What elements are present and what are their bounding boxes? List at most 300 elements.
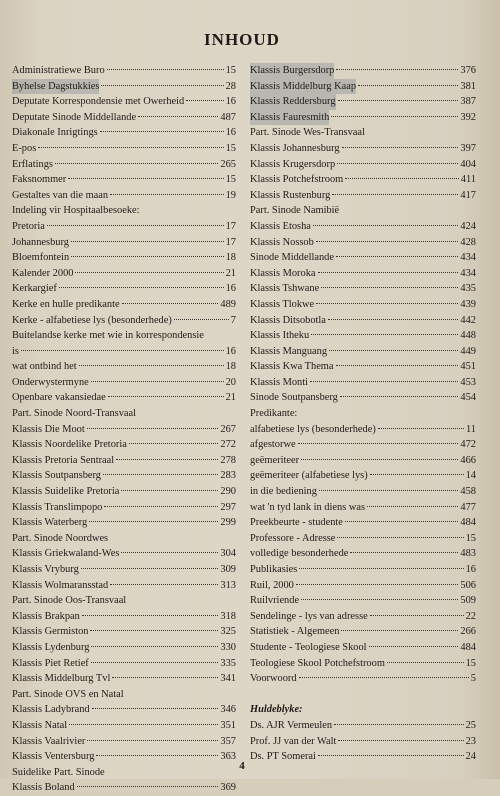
toc-entry-label: Buitelandse kerke met wie in korrespondensie: [12, 330, 204, 342]
toc-entry-label: Diakonale Inrigtings: [12, 127, 98, 139]
toc-entry: [12, 266, 236, 282]
toc-entry-label: Johannesburg: [12, 236, 69, 248]
dot-leader: [21, 350, 224, 351]
toc-entry-label: Part. Sinode Noord-Transvaal: [12, 408, 137, 420]
toc-entry-label: Klassis Piet Retief: [12, 657, 89, 669]
toc-entry-page: 451: [460, 361, 476, 373]
toc-entry-page: 23: [465, 735, 476, 747]
toc-entry-label: Klassis Fauresmith: [250, 110, 329, 126]
toc-entry-page: 313: [220, 579, 236, 591]
toc-entry-label: Klassis Ventersburg: [12, 751, 95, 763]
toc-entry: [12, 141, 236, 157]
toc-entry-label: Studente - Teologiese Skool: [250, 641, 367, 653]
toc-entry-label: Klassis Griekwaland-Wes: [12, 548, 120, 560]
dot-leader: [301, 459, 458, 460]
toc-entry-label: Klassis Germiston: [12, 626, 89, 638]
dot-leader: [129, 443, 219, 444]
dot-leader: [345, 178, 459, 179]
toc-entry-label: Deputate Korrespondensie met Owerheid: [12, 96, 185, 108]
toc-entry-page: 15: [225, 65, 236, 76]
toc-entry-label: Kalender 2000: [12, 267, 74, 279]
toc-entry-label: Klassis Nossob: [250, 236, 314, 248]
dot-leader: [334, 724, 464, 725]
toc-entry-page: 424: [460, 220, 476, 232]
dot-leader: [121, 490, 218, 491]
toc-entry: [250, 437, 476, 453]
toc-entry: [250, 593, 476, 609]
page-number: 4: [239, 760, 245, 772]
toc-entry: [250, 671, 476, 687]
toc-entry: [12, 546, 236, 562]
toc-entry: [250, 578, 476, 594]
spacer: [250, 687, 476, 703]
toc-entry-page: 15: [465, 532, 476, 544]
toc-entry: [250, 515, 476, 531]
dot-leader: [69, 724, 218, 725]
toc-entry-page: 417: [460, 189, 476, 201]
toc-entry-label: Professore - Adresse: [250, 532, 336, 544]
dot-leader: [378, 428, 464, 429]
toc-entry-page: 357: [220, 735, 236, 747]
toc-entry-label: Sinode Soutpansberg: [250, 392, 338, 404]
toc-entry-label: Klassis Etosha: [250, 220, 311, 232]
dot-leader: [296, 584, 459, 585]
toc-entry: [12, 344, 236, 360]
toc-entry-label: Klassis Johannesburg: [250, 142, 340, 154]
toc-entry-label: Deputate Sinode Middellande: [12, 111, 137, 123]
toc-entry-label: Ds. AJR Vermeulen: [250, 719, 333, 731]
toc-entry-page: 7: [230, 314, 236, 326]
toc-entry-page: 484: [460, 641, 476, 653]
toc-entry-label: is: [12, 345, 19, 357]
dot-leader: [68, 178, 223, 179]
dot-leader: [116, 459, 218, 460]
toc-entry-label: Klassis Translimpopo: [12, 501, 103, 513]
toc-entry-label: Ds. PT Somerai: [250, 751, 316, 763]
toc-entry-page: 341: [220, 673, 236, 685]
dot-leader: [110, 584, 218, 585]
toc-entry: [12, 313, 236, 329]
dot-leader: [101, 85, 223, 86]
toc-entry-label: Part. Sinode Wes-Transvaal: [250, 127, 365, 139]
toc-entry-label: in die bediening: [250, 486, 317, 498]
toc-entry: [12, 94, 236, 110]
dot-leader: [298, 443, 459, 444]
toc-entry: [250, 219, 476, 235]
toc-entry: [250, 375, 476, 391]
toc-entry-label: Klassis Itheku: [250, 330, 310, 342]
dot-leader: [87, 740, 218, 741]
toc-entry: [250, 609, 476, 625]
toc-entry-label: Gestaltes van die maan: [12, 189, 109, 201]
toc-entry: [250, 266, 476, 282]
toc-heading: [12, 687, 236, 703]
dot-leader: [316, 241, 459, 242]
dot-leader: [138, 116, 218, 117]
toc-entry-label: Statistiek - Algemeen: [250, 626, 340, 638]
toc-entry-label: Klassis Waterberg: [12, 517, 88, 529]
toc-entry-label: Klassis Tlokwe: [250, 298, 315, 310]
dot-leader: [331, 116, 458, 117]
toc-entry: [250, 531, 476, 547]
dot-leader: [104, 506, 218, 507]
toc-entry-label: Ruilvriende: [250, 595, 300, 607]
toc-entry: [12, 609, 236, 625]
toc-entry-label: alfabetiese lys (besonderhede): [250, 423, 376, 435]
toc-entry: [250, 344, 476, 360]
toc-entry: [250, 468, 476, 484]
toc-entry-label: Onderwystermyne: [12, 376, 89, 388]
dot-leader: [328, 319, 458, 320]
dot-leader: [336, 256, 458, 257]
toc-entry-page: 24: [465, 751, 476, 763]
toc-entry-page: 28: [225, 80, 236, 92]
dot-leader: [71, 256, 223, 257]
dot-leader: [81, 568, 219, 569]
toc-entry-page: 16: [465, 564, 476, 575]
toc-entry-label: wat 'n tyd lank in diens was: [250, 501, 365, 513]
dot-leader: [367, 506, 458, 507]
toc-entry-label: geëmeriteer: [250, 454, 300, 466]
toc-entry-label: Part. Sinode Namibië: [250, 205, 340, 217]
toc-entry-label: Klassis Noordelike Pretoria: [12, 439, 127, 451]
dot-leader: [336, 69, 458, 70]
toc-entry: [250, 453, 476, 469]
dot-leader: [329, 350, 458, 351]
dot-leader: [340, 396, 459, 397]
toc-entry-label: Kerke - alfabetiese lys (besonderhede): [12, 314, 172, 326]
toc-entry: [250, 79, 476, 95]
toc-entry-label: wat ontbind het: [12, 361, 77, 373]
toc-entry-label: Klassis Vaalrivier: [12, 735, 86, 747]
toc-entry: [250, 390, 476, 406]
toc-entry: [250, 562, 476, 578]
dot-leader: [110, 194, 224, 195]
toc-entry-page: 11: [465, 423, 476, 435]
toc-heading: [250, 406, 476, 422]
toc-entry: [12, 437, 236, 453]
toc-entry-page: 25: [465, 719, 476, 731]
toc-entry-label: Kerke en hulle predikante: [12, 298, 120, 310]
toc-entry-label: Klassis Natal: [12, 719, 68, 731]
dot-leader: [338, 100, 459, 101]
toc-entry-page: 16: [225, 283, 236, 295]
toc-entry: [250, 624, 476, 640]
toc-entry-label: Klassis Middelburg Tvl: [12, 673, 111, 685]
dot-leader: [345, 521, 459, 522]
toc-entry-page: 439: [460, 298, 476, 310]
toc-entry-label: Klassis Ladybrand: [12, 704, 90, 716]
toc-entry: [250, 734, 476, 750]
toc-entry: [250, 546, 476, 562]
dot-leader: [122, 303, 219, 304]
toc-entry: [12, 188, 236, 204]
dot-leader: [316, 303, 458, 304]
toc-entry: [250, 157, 476, 173]
toc-entry-label: Klassis Krugersdorp: [250, 158, 336, 170]
dot-leader: [89, 521, 218, 522]
toc-entry: [250, 484, 476, 500]
toc-entry-page: 472: [460, 439, 476, 451]
toc-entry: [12, 110, 236, 126]
toc-entry: [12, 157, 236, 173]
toc-entry-page: 381: [460, 80, 476, 92]
toc-entry-page: 297: [220, 501, 236, 513]
toc-entry: [12, 359, 236, 375]
toc-entry: [250, 718, 476, 734]
toc-entry-page: 351: [220, 719, 236, 731]
toc-entry-page: 369: [220, 782, 236, 794]
toc-entry: [250, 172, 476, 188]
toc-entry-page: 376: [460, 65, 476, 76]
dot-leader: [186, 100, 223, 101]
toc-entry-label: Indeling vir Hospitaalbesoeke:: [12, 205, 140, 217]
toc-entry-page: 509: [460, 595, 476, 607]
dot-leader: [341, 630, 458, 631]
dot-leader: [87, 428, 219, 429]
toc-entry-label: Pretoria: [12, 220, 45, 232]
toc-entry-page: 18: [225, 361, 236, 373]
toc-entry-page: 392: [460, 111, 476, 123]
toc-entry-page: 428: [460, 236, 476, 248]
toc-entry-label: Klassis Tshwane: [250, 283, 320, 295]
dot-leader: [75, 272, 223, 273]
toc-entry-label: Klassis Brakpan: [12, 610, 80, 622]
toc-entry: [12, 578, 236, 594]
toc-entry: [250, 313, 476, 329]
toc-entry-page: 448: [460, 330, 476, 342]
toc-entry: [250, 94, 476, 110]
toc-entry: [12, 250, 236, 266]
toc-entry-label: Klassis Monti: [250, 376, 309, 388]
toc-entry-page: 19: [225, 189, 236, 201]
toc-entry-page: 434: [460, 252, 476, 264]
toc-entry-label: Klassis Moroka: [250, 267, 316, 279]
toc-entry-page: 309: [220, 564, 236, 575]
dot-leader: [319, 490, 458, 491]
toc-entry-page: 484: [460, 517, 476, 529]
toc-entry-page: 272: [220, 439, 236, 451]
toc-entry: [12, 453, 236, 469]
toc-entry: [250, 188, 476, 204]
toc-entry: [250, 328, 476, 344]
toc-entry-label: Part. Sinode Oos-Transvaal: [12, 595, 127, 607]
toc-heading: [12, 406, 236, 422]
toc-entry: [12, 422, 236, 438]
toc-entry: [12, 515, 236, 531]
toc-entry: [12, 624, 236, 640]
toc-entry-page: 299: [220, 517, 236, 529]
toc-entry-page: 15: [465, 657, 476, 669]
toc-entry: [12, 219, 236, 235]
dot-leader: [310, 381, 458, 382]
dot-leader: [96, 755, 218, 756]
toc-entry: [12, 390, 236, 406]
toc-entry-label: Klassis Soutpansberg: [12, 470, 101, 482]
toc-entry-page: 477: [460, 501, 476, 513]
dot-leader: [55, 163, 218, 164]
toc-entry-page: 15: [225, 142, 236, 154]
toc-entry-label: Klassis Pretoria Sentraal: [12, 454, 115, 466]
dot-leader: [387, 662, 464, 663]
dot-leader: [107, 69, 224, 70]
toc-entry-page: 278: [220, 454, 236, 466]
toc-entry-page: 267: [220, 423, 236, 435]
toc-entry: [12, 63, 236, 79]
toc-entry-page: 442: [460, 314, 476, 326]
toc-entry-page: 466: [460, 454, 476, 466]
dot-leader: [370, 474, 464, 475]
toc-entry: [250, 422, 476, 438]
toc-entry-label: volledige besonderhede: [250, 548, 349, 560]
toc-entry-page: 487: [220, 111, 236, 123]
toc-entry-label: Klassis Burgersdorp: [250, 63, 334, 79]
dot-leader: [336, 365, 459, 366]
dot-leader: [299, 677, 469, 678]
toc-entry: [12, 235, 236, 251]
toc-entry-label: Klassis Middelburg Kaap: [250, 79, 356, 95]
dot-leader: [299, 568, 463, 569]
toc-entry-page: 335: [220, 657, 236, 669]
toc-entry-label: Part. Sinode Noordwes: [12, 532, 109, 544]
toc-entry-label: E-pos: [12, 142, 37, 154]
toc-entry-page: 5: [470, 673, 476, 685]
toc-entry-page: 483: [460, 548, 476, 560]
toc-entry: [250, 110, 476, 126]
dot-leader: [321, 287, 458, 288]
toc-entry: [12, 718, 236, 734]
dot-leader: [79, 365, 224, 366]
toc-entry: [12, 172, 236, 188]
toc-entry-page: 330: [220, 641, 236, 653]
toc-entry: [12, 281, 236, 297]
toc-entry: [250, 359, 476, 375]
toc-entry: [250, 250, 476, 266]
toc-entry: [12, 702, 236, 718]
dot-leader: [112, 677, 218, 678]
dot-leader: [337, 537, 463, 538]
toc-entry: [250, 141, 476, 157]
toc-entry-label: Klassis Manguang: [250, 345, 328, 357]
dot-leader: [337, 163, 458, 164]
dot-leader: [350, 552, 458, 553]
toc-entry-label: Klassis Potchefstroom: [250, 174, 344, 186]
page-title: INHOUD: [204, 30, 280, 49]
dot-leader: [59, 287, 224, 288]
dot-leader: [77, 786, 219, 787]
dot-leader: [370, 615, 464, 616]
toc-entry-page: 283: [220, 470, 236, 482]
toc-entry-label: Klassis Wolmaransstad: [12, 579, 109, 591]
toc-entry: [250, 500, 476, 516]
section-heading: Huldeblyke:: [250, 704, 303, 716]
toc-entry-label: Klassis Vryburg: [12, 564, 79, 575]
dot-leader: [342, 147, 459, 148]
toc-entry-page: 16: [225, 127, 236, 139]
toc-entry: [12, 500, 236, 516]
toc-entry: [12, 656, 236, 672]
toc-entry-page: 325: [220, 626, 236, 638]
toc-entry-label: Faksnommer: [12, 174, 67, 186]
toc-entry-label: Voorwoord: [250, 673, 297, 685]
toc-entry-page: 387: [460, 96, 476, 108]
toc-entry-label: Publikasies: [250, 564, 298, 575]
dot-leader: [100, 131, 224, 132]
toc-heading: [12, 203, 236, 219]
toc-entry-page: 265: [220, 158, 236, 170]
toc-entry-page: 434: [460, 267, 476, 279]
toc-entry-page: 397: [460, 142, 476, 154]
toc-entry: [12, 375, 236, 391]
dot-leader: [313, 225, 459, 226]
toc-entry: [12, 297, 236, 313]
toc-entry-page: 16: [225, 96, 236, 108]
toc-entry-page: 16: [225, 345, 236, 357]
toc-entry: [250, 297, 476, 313]
toc-entry-label: Openbare vakansiedae: [12, 392, 106, 404]
toc-entry-label: Klassis Die Moot: [12, 423, 85, 435]
toc-entry-page: 346: [220, 704, 236, 716]
toc-entry-label: Part. Sinode OVS en Natal: [12, 688, 124, 700]
dot-leader: [318, 272, 459, 273]
toc-entry-page: 15: [225, 174, 236, 186]
toc-entry: [12, 780, 236, 796]
toc-entry-label: Klassis Lydenburg: [12, 641, 90, 653]
dot-leader: [103, 474, 218, 475]
toc-entry-page: 17: [225, 220, 236, 232]
toc-entry-label: Predikante:: [250, 408, 298, 420]
toc-heading: [12, 531, 236, 547]
toc-entry-label: Klassis Reddersburg: [250, 94, 336, 110]
dot-leader: [318, 755, 464, 756]
toc-heading: [12, 328, 236, 344]
toc-entry: [250, 281, 476, 297]
toc-entry-page: 411: [460, 174, 476, 186]
dot-leader: [82, 615, 219, 616]
dot-leader: [92, 708, 219, 709]
toc-entry-page: 304: [220, 548, 236, 560]
toc-entry-label: Suidelike Part. Sinode: [12, 766, 105, 778]
dot-leader: [90, 630, 218, 631]
dot-leader: [174, 319, 229, 320]
toc-entry-page: 290: [220, 486, 236, 498]
toc-entry-label: Erflatings: [12, 158, 53, 170]
toc-entry-page: 21: [225, 392, 236, 404]
toc-entry: [12, 671, 236, 687]
toc-left-column: [12, 63, 236, 796]
toc-entry: [12, 468, 236, 484]
toc-entry: [12, 79, 236, 95]
toc-entry-label: Bloemfontein: [12, 252, 70, 264]
toc-entry-page: 453: [460, 376, 476, 388]
dot-leader: [121, 552, 218, 553]
toc-entry-page: 363: [220, 751, 236, 763]
toc-heading: [12, 593, 236, 609]
toc-entry-label: Sinode Middellande: [250, 252, 334, 264]
toc-entry: [250, 656, 476, 672]
dot-leader: [301, 599, 458, 600]
toc-right-column: [250, 63, 476, 765]
toc-entry-page: 17: [225, 236, 236, 248]
toc-entry-page: 404: [460, 158, 476, 170]
dot-leader: [108, 396, 224, 397]
dot-leader: [311, 334, 458, 335]
dot-leader: [369, 646, 459, 647]
toc-entry-page: 14: [465, 470, 476, 482]
toc-entry: [12, 125, 236, 141]
toc-entry: [12, 562, 236, 578]
toc-entry-page: 449: [460, 345, 476, 357]
